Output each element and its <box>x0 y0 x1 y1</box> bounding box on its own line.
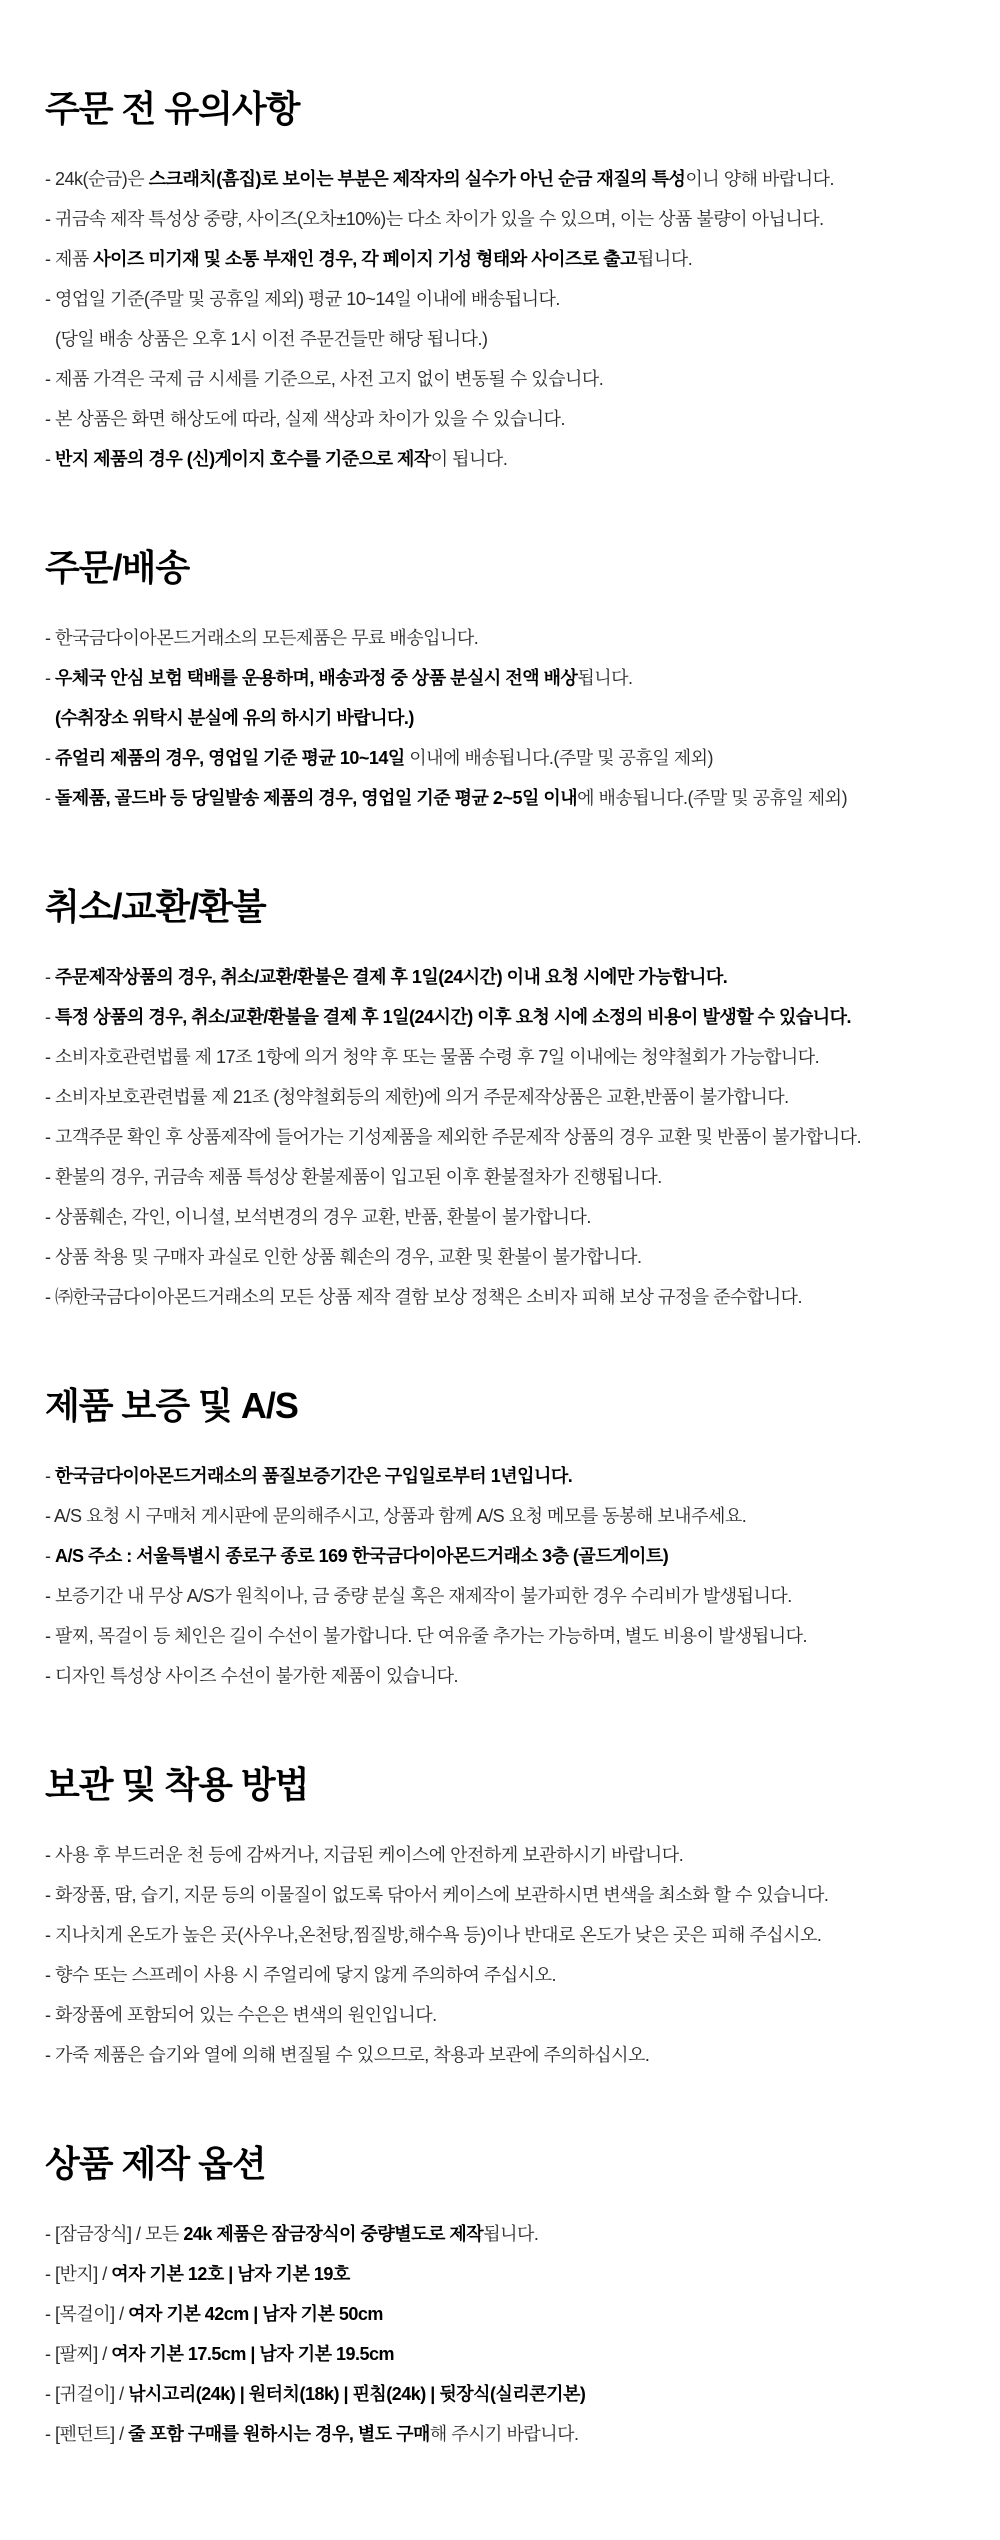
notice-line-list <box>45 1835 955 2075</box>
notice-text: - 영업일 기준(주말 및 공휴일 제외) 평균 10~14일 이내에 배송됩니다. <box>45 289 560 309</box>
notice-text-strong: 여자 기본 12호 | 남자 기본 19호 <box>111 2264 350 2284</box>
section-title: 주문 전 유의사항 <box>45 88 300 129</box>
notice-section <box>45 2141 955 2454</box>
notice-section <box>45 545 955 818</box>
notice-line <box>45 1915 955 1955</box>
notice-line <box>45 1536 955 1576</box>
notice-text: - [펜던트] / <box>45 2424 129 2444</box>
section-title: 제품 보증 및 A/S <box>45 1385 298 1426</box>
notice-line <box>45 1456 955 1496</box>
notice-text: - 향수 또는 스프레이 사용 시 주얼리에 닿지 않게 주의하여 주십시오. <box>45 1965 556 1985</box>
notice-text-strong: 24k 제품은 잠금장식이 중량별도로 제작 <box>183 2224 484 2244</box>
notice-line <box>45 1576 955 1616</box>
notice-line <box>45 778 955 818</box>
notice-line-list <box>45 618 955 818</box>
notice-line <box>45 1197 955 1237</box>
notice-line <box>45 1117 955 1157</box>
notice-text-strong: 한국금다이아몬드거래소의 품질보증기간은 구입일로부터 1년입니다. <box>55 1466 573 1486</box>
notice-line <box>45 2334 955 2374</box>
notice-line <box>45 1496 955 1536</box>
notice-line <box>45 957 955 997</box>
notice-text: 이내에 배송됩니다.(주말 및 공휴일 제외) <box>404 748 713 768</box>
notice-text: - <box>45 748 55 768</box>
notice-text-strong: 주문제작상품의 경우, 취소/교환/환불은 결제 후 1일(24시간) 이내 요청 시에만 가능합니다. <box>55 967 728 987</box>
notice-text: - [잠금장식] / 모든 <box>45 2224 184 2244</box>
notice-text: - <box>45 1007 55 1027</box>
section-title: 상품 제작 옵션 <box>45 2143 266 2184</box>
notice-text: - <box>45 668 55 688</box>
notice-text: - 한국금다이아몬드거래소의 모든제품은 무료 배송입니다. <box>45 628 479 648</box>
notice-line <box>45 1616 955 1656</box>
notice-text: - 상품 착용 및 구매자 과실로 인한 상품 훼손의 경우, 교환 및 환불이 불가합니다. <box>45 1247 642 1267</box>
notice-line-list <box>45 159 955 479</box>
notice-text: (당일 배송 상품은 오후 1시 이전 주문건들만 해당 됩니다.) <box>55 329 488 349</box>
notice-text: - 보증기간 내 무상 A/S가 원칙이나, 금 중량 분실 혹은 재제작이 불가피한 경우 수리비가 발생됩니다. <box>45 1586 792 1606</box>
notice-line <box>45 618 955 658</box>
notice-line <box>45 439 955 479</box>
notice-text-strong: 여자 기본 42cm | 남자 기본 50cm <box>128 2304 383 2324</box>
notice-text-strong: 사이즈 미기재 및 소통 부재인 경우, 각 페이지 기성 형태와 사이즈로 출고 <box>93 249 638 269</box>
notice-line <box>45 319 955 359</box>
section-title: 취소/교환/환불 <box>45 886 266 927</box>
notice-line-list <box>45 1456 955 1696</box>
notice-line <box>45 279 955 319</box>
notice-line <box>45 1277 955 1317</box>
notice-text-strong: 줄 포함 구매를 원하시는 경우, 별도 구매 <box>128 2424 430 2444</box>
notice-text: - 사용 후 부드러운 천 등에 감싸거나, 지급된 케이스에 안전하게 보관하시기 바랍니다. <box>45 1845 684 1865</box>
notice-text: - [반지] / <box>45 2264 112 2284</box>
notice-text: - 소비자보호관련법률 제 21조 (청약철회등의 제한)에 의거 주문제작상품은 교환,반품이 불가합니다. <box>45 1087 789 1107</box>
notice-text: - [귀걸이] / <box>45 2384 129 2404</box>
notice-section <box>45 884 955 1317</box>
notice-line <box>45 2414 955 2454</box>
notice-section <box>45 1383 955 1696</box>
notice-line <box>45 1656 955 1696</box>
notice-line <box>45 2214 955 2254</box>
notice-text: - 고객주문 확인 후 상품제작에 들어가는 기성제품을 제외한 주문제작 상품의 경우 교환 및 반품이 불가합니다. <box>45 1127 862 1147</box>
notice-text: 에 배송됩니다.(주말 및 공휴일 제외) <box>577 788 848 808</box>
notice-line <box>45 2294 955 2334</box>
notice-line <box>45 698 955 738</box>
notice-line <box>45 1077 955 1117</box>
notice-line-list <box>45 957 955 1317</box>
notice-text: - <box>45 788 55 808</box>
notice-text-strong: 쥬얼리 제품의 경우, 영업일 기준 평균 10~14일 <box>55 748 405 768</box>
notice-text: - <box>45 1466 55 1486</box>
notice-line <box>45 1237 955 1277</box>
notice-text: - 상품훼손, 각인, 이니셜, 보석변경의 경우 교환, 반품, 환불이 불가합니다. <box>45 1207 591 1227</box>
notice-line <box>45 1995 955 2035</box>
notice-line <box>45 997 955 1037</box>
notice-section <box>45 86 955 479</box>
notice-text-strong: (수취장소 위탁시 분실에 유의 하시기 바랍니다.) <box>55 708 414 728</box>
notice-text: - 가죽 제품은 습기와 열에 의해 변질될 수 있으므로, 착용과 보관에 주의하십시오. <box>45 2045 650 2065</box>
section-title: 보관 및 착용 방법 <box>45 1764 309 1805</box>
notice-line <box>45 2035 955 2075</box>
notice-text-strong: 특정 상품의 경우, 취소/교환/환불을 결제 후 1일(24시간) 이후 요청 시에 소정의 비용이 발생할 수 있습니다. <box>55 1007 852 1027</box>
notice-text-strong: 스크래치(흠집)로 보이는 부분은 제작자의 실수가 아닌 순금 재질의 특성 <box>148 169 686 189</box>
notice-text-strong: 반지 제품의 경우 (신)게이지 호수를 기준으로 제작 <box>55 449 431 469</box>
notice-text: 이 됩니다. <box>430 449 508 469</box>
notice-text: - 24k(순금)은 <box>45 169 149 189</box>
notice-line <box>45 2254 955 2294</box>
notice-text-strong: 낚시고리(24k) | 원터치(18k) | 핀침(24k) | 뒷장식(실리콘기본) <box>128 2384 586 2404</box>
notice-text: - 제품 <box>45 249 94 269</box>
notice-line <box>45 159 955 199</box>
notice-text-strong: A/S 주소 : 서울특별시 종로구 종로 169 한국금다이아몬드거래소 3층 (골드게이트) <box>55 1546 669 1566</box>
notice-line-list <box>45 2214 955 2454</box>
notice-text: - [목걸이] / <box>45 2304 129 2324</box>
sections-root <box>45 86 955 2454</box>
notice-text: - A/S 요청 시 구매처 게시판에 문의해주시고, 상품과 함께 A/S 요청 메모를 동봉해 보내주세요. <box>45 1506 747 1526</box>
notice-line <box>45 1875 955 1915</box>
notice-line <box>45 1835 955 1875</box>
notice-text: - 귀금속 제작 특성상 중량, 사이즈(오차±10%)는 다소 차이가 있을 수 있으며, 이는 상품 불량이 아닙니다. <box>45 209 824 229</box>
notice-line <box>45 1955 955 1995</box>
notice-text: - 팔찌, 목걸이 등 체인은 길이 수선이 불가합니다. 단 여유줄 추가는 가능하며, 별도 비용이 발생됩니다. <box>45 1626 808 1646</box>
notice-line <box>45 359 955 399</box>
notice-text: - 화장품에 포함되어 있는 수은은 변색의 원인입니다. <box>45 2005 437 2025</box>
notice-text: - [팔찌] / <box>45 2344 112 2364</box>
notice-text: 해 주시기 바랍니다. <box>429 2424 579 2444</box>
notice-line <box>45 1157 955 1197</box>
notice-text-strong: 여자 기본 17.5cm | 남자 기본 19.5cm <box>111 2344 395 2364</box>
notice-text: - <box>45 967 55 987</box>
notice-text: - 화장품, 땀, 습기, 지문 등의 이물질이 없도록 닦아서 케이스에 보관하시면 변색을 최소화 할 수 있습니다. <box>45 1885 829 1905</box>
notice-text: - <box>45 449 55 469</box>
notice-text: - 지나치게 온도가 높은 곳(사우나,온천탕,찜질방,해수욕 등)이나 반대로 온도가 낮은 곳은 피해 주십시오. <box>45 1925 822 1945</box>
notice-text: 됩니다. <box>483 2224 539 2244</box>
notice-text: 됩니다. <box>637 249 693 269</box>
notice-text-strong: 돌제품, 골드바 등 당일발송 제품의 경우, 영업일 기준 평균 2~5일 이내 <box>55 788 578 808</box>
notice-section <box>45 1762 955 2075</box>
notice-text: 이니 양해 바랍니다. <box>685 169 835 189</box>
notice-line <box>45 2374 955 2414</box>
notice-text-strong: 우체국 안심 보험 택배를 운용하며, 배송과정 중 상품 분실시 전액 배상 <box>55 668 578 688</box>
notice-line <box>45 738 955 778</box>
notice-line <box>45 399 955 439</box>
notice-text: - 본 상품은 화면 해상도에 따라, 실제 색상과 차이가 있을 수 있습니다. <box>45 409 565 429</box>
notice-text: - 환불의 경우, 귀금속 제품 특성상 환불제품이 입고된 이후 환불절차가 진행됩니다. <box>45 1167 662 1187</box>
notice-text: - 제품 가격은 국제 금 시세를 기준으로, 사전 고지 없이 변동될 수 있습니다. <box>45 369 604 389</box>
notice-text: 됩니다. <box>577 668 633 688</box>
section-title: 주문/배송 <box>45 547 190 588</box>
notice-text: - 소비자호관련법률 제 17조 1항에 의거 청약 후 또는 물품 수령 후 7일 이내에는 청약철회가 가능합니다. <box>45 1047 820 1067</box>
notice-line <box>45 239 955 279</box>
notice-line <box>45 199 955 239</box>
notice-line <box>45 658 955 698</box>
notice-text: - <box>45 1546 55 1566</box>
notice-text: - 디자인 특성상 사이즈 수선이 불가한 제품이 있습니다. <box>45 1666 459 1686</box>
notice-line <box>45 1037 955 1077</box>
notice-text: - ㈜한국금다이아몬드거래소의 모든 상품 제작 결함 보상 정책은 소비자 피해 보상 규정을 준수합니다. <box>45 1287 803 1307</box>
